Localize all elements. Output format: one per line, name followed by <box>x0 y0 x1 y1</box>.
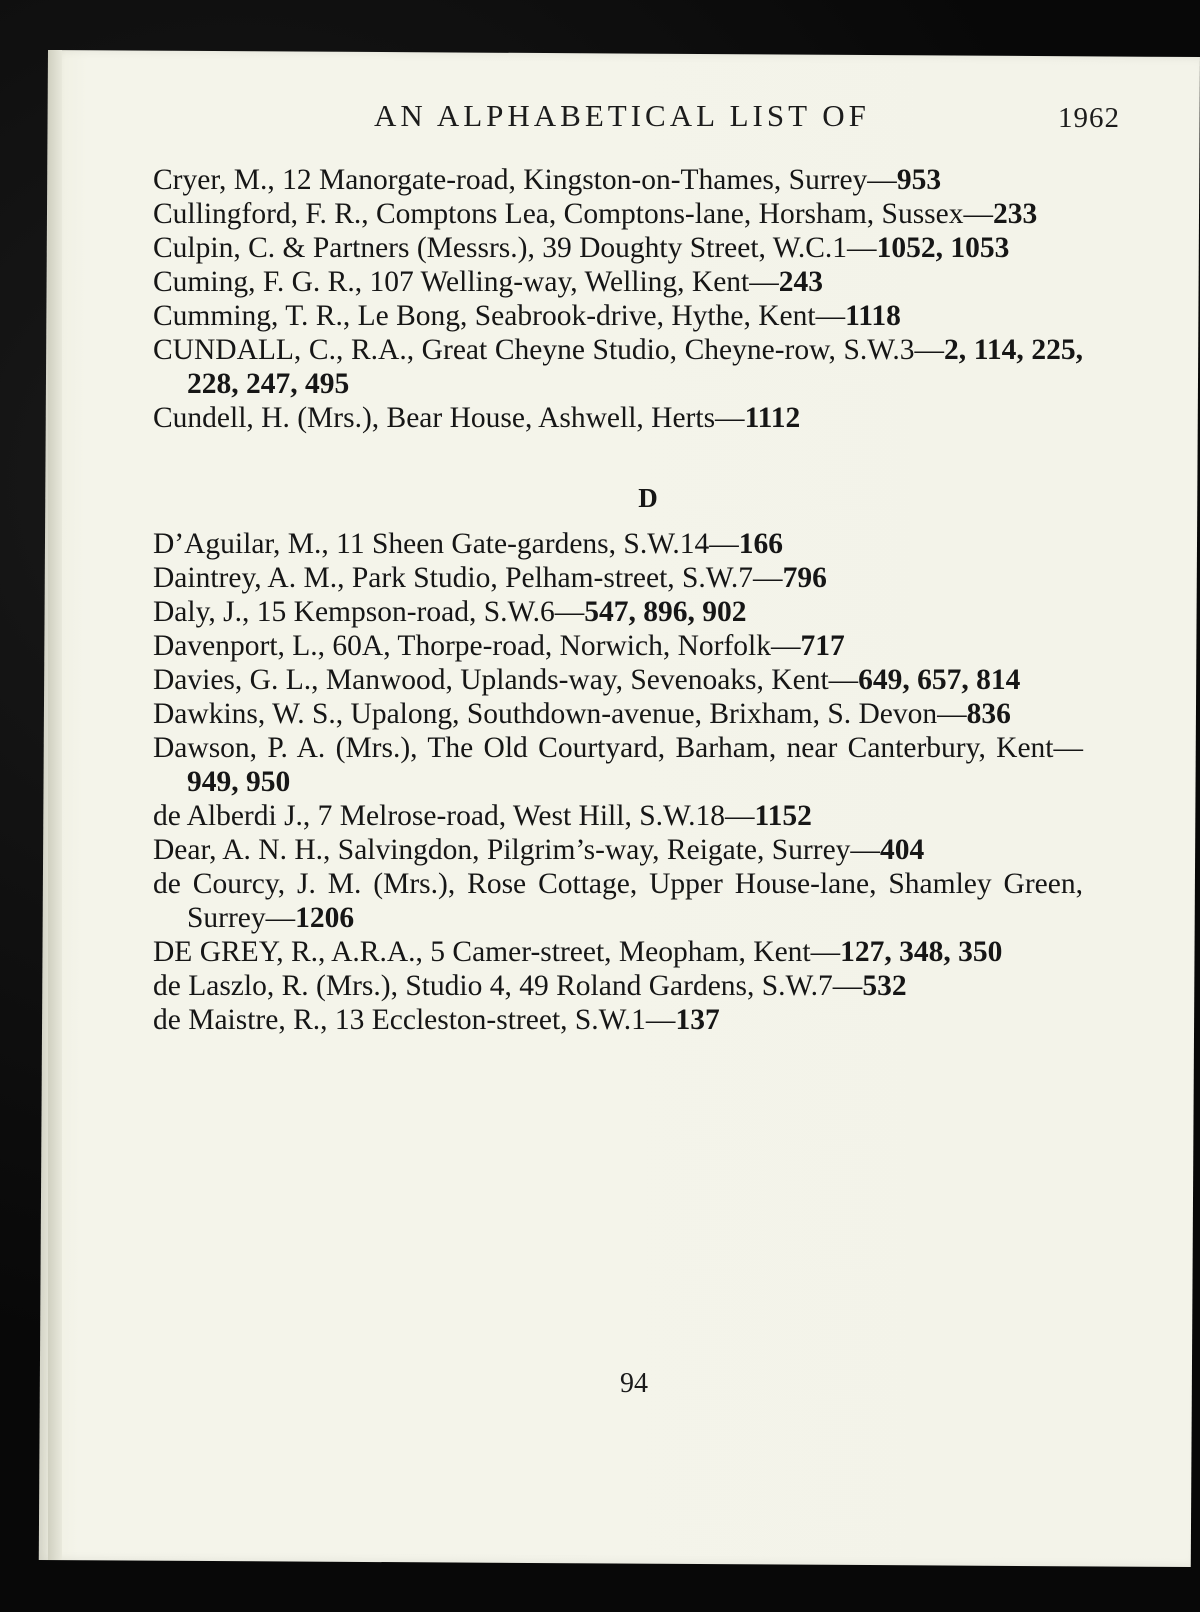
list-entry <box>153 561 1083 595</box>
list-entry <box>153 867 1083 935</box>
entry-text: Dear, A. N. H., Salvingdon, Pilgrim’s-way, Reigate, Surrey— <box>153 834 880 866</box>
list-entry <box>153 833 1083 867</box>
running-title: AN ALPHABETICAL LIST OF <box>374 98 870 133</box>
list-entry <box>153 197 1083 231</box>
entry-numbers: 1152 <box>754 800 812 832</box>
entry-numbers: 1206 <box>295 902 355 934</box>
list-entry <box>153 299 1083 333</box>
list-entry <box>153 969 1083 1003</box>
list-entry <box>153 629 1083 663</box>
list-entry <box>153 401 1083 435</box>
list-entry <box>153 595 1083 629</box>
list-entry <box>153 265 1083 299</box>
entry-text: DE GREY, R., A.R.A., 5 Camer-street, Meopham, Kent— <box>153 936 841 968</box>
entry-numbers: 796 <box>782 562 827 594</box>
list-entry <box>153 663 1083 697</box>
running-year: 1962 <box>1058 102 1120 134</box>
entry-text: Daly, J., 15 Kempson-road, S.W.6— <box>153 596 585 628</box>
entry-text: Cuming, F. G. R., 107 Welling-way, Welling, Kent— <box>153 266 779 298</box>
entry-text: de Maistre, R., 13 Eccleston-street, S.W.1— <box>153 1004 676 1036</box>
entry-text: de Alberdi J., 7 Melrose-road, West Hill, S.W.18— <box>153 800 755 832</box>
entry-numbers: 2, 114, 225, 228, 247, 495 <box>187 334 1084 400</box>
entry-text: Cundell, H. (Mrs.), Bear House, Ashwell, Herts— <box>153 402 745 434</box>
page-number: 94 <box>620 1368 648 1399</box>
list-entry <box>153 163 1083 197</box>
section-letter-heading: D <box>638 483 658 513</box>
entry-numbers: 532 <box>862 970 907 1002</box>
entry-text: de Laszlo, R. (Mrs.), Studio 4, 49 Roland Gardens, S.W.7— <box>153 970 863 1002</box>
entry-numbers: 717 <box>800 630 845 662</box>
entry-numbers: 547, 896, 902 <box>584 596 747 628</box>
entry-text: Cullingford, F. R., Comptons Lea, Comptons-lane, Horsham, Sussex— <box>153 198 994 230</box>
list-entry <box>153 527 1083 561</box>
entry-text: Culpin, C. & Partners (Messrs.), 39 Doughty Street, W.C.1— <box>153 232 877 264</box>
entry-numbers: 127, 348, 350 <box>840 936 1003 968</box>
entry-numbers: 243 <box>778 266 824 298</box>
entry-text: Cumming, T. R., Le Bong, Seabrook-drive, Hythe, Kent— <box>153 300 846 332</box>
entry-text: CUNDALL, C., R.A., Great Cheyne Studio, Cheyne-row, S.W.3— <box>153 334 945 366</box>
entry-text: de Courcy, J. M. (Mrs.), Rose Cottage, Upper House-lane, Shamley Green, Surrey— <box>153 868 1083 934</box>
entry-numbers: 233 <box>993 198 1038 230</box>
entry-text: Daintrey, A. M., Park Studio, Pelham-street, S.W.7— <box>153 562 783 594</box>
list-entry <box>153 731 1083 799</box>
page-gutter-edge <box>48 50 62 1560</box>
entry-text: Davies, G. L., Manwood, Uplands-way, Sevenoaks, Kent— <box>153 664 859 696</box>
entry-numbers: 1052, 1053 <box>876 232 1010 264</box>
list-entry <box>153 333 1083 401</box>
entry-numbers: 949, 950 <box>187 766 291 798</box>
entry-text: Cryer, M., 12 Manorgate-road, Kingston-on-Thames, Surrey— <box>153 164 897 196</box>
entry-text: Davenport, L., 60A, Thorpe-road, Norwich, Norfolk— <box>153 630 801 662</box>
entry-numbers: 649, 657, 814 <box>858 664 1021 696</box>
list-entry <box>153 697 1083 731</box>
entry-numbers: 166 <box>738 528 783 560</box>
entry-numbers: 1112 <box>744 402 801 434</box>
entry-text: Dawson, P. A. (Mrs.), The Old Courtyard, Barham, near Canterbury, Kent— <box>153 732 1083 764</box>
entry-numbers: 953 <box>896 164 942 196</box>
list-entry <box>153 1003 1083 1037</box>
entry-numbers: 404 <box>879 834 925 866</box>
entry-numbers: 137 <box>675 1004 720 1036</box>
list-entry <box>153 935 1083 969</box>
entry-numbers: 836 <box>966 698 1011 730</box>
entry-text: D’Aguilar, M., 11 Sheen Gate-gardens, S.W.14— <box>153 528 739 560</box>
list-entry <box>153 799 1083 833</box>
running-head <box>330 98 1120 138</box>
list-entry <box>153 231 1083 265</box>
entry-text: Dawkins, W. S., Upalong, Southdown-avenue, Brixham, S. Devon— <box>153 698 967 730</box>
entry-numbers: 1118 <box>845 300 901 332</box>
directory-list <box>153 163 1083 1037</box>
